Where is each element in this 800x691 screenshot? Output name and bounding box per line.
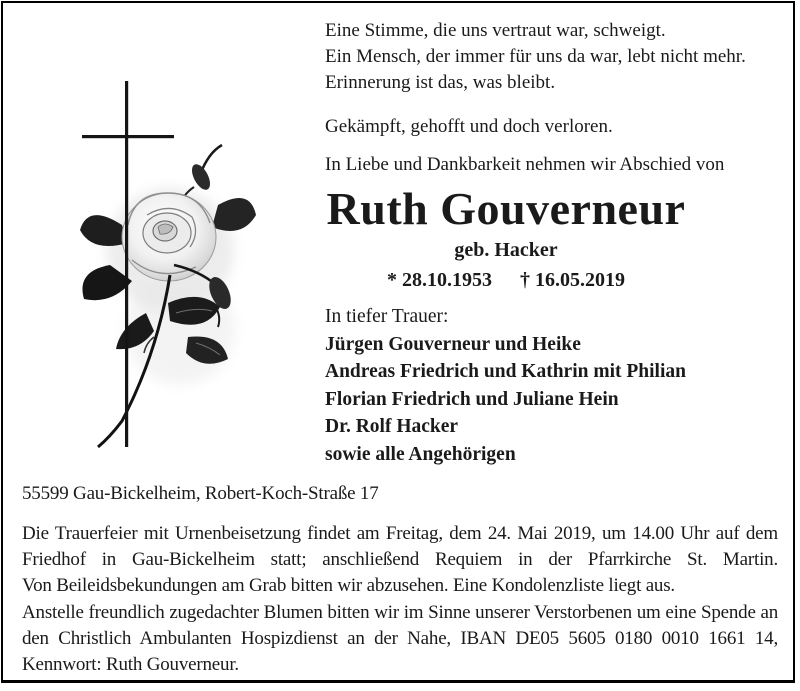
mourner-name: Jürgen Gouverneur und Heike bbox=[325, 333, 581, 355]
mourner-name: Florian Friedrich und Juliane Hein bbox=[325, 388, 619, 410]
condolence-paragraph: Von Beileidsbekundungen am Grab bitten wir abzusehen. Eine Kondolenzliste liegt aus. bbox=[22, 575, 675, 597]
mourner-name: Dr. Rolf Hacker bbox=[325, 416, 459, 437]
obituary-notice bbox=[1, 1, 795, 683]
funeral-paragraph: Die Trauerfeier mit Urnenbeisetzung findet am Freitag, dem 24. Mai 2019, um 14.00 Uhr auf dem Friedhof in Gau-Bickelheim statt; anschließend Requiem in der Pfarrkirche St. Martin. bbox=[22, 523, 778, 571]
motto-line: Gekämpft, gehofft und doch verloren. bbox=[325, 116, 613, 137]
birth-date: * 28.10.1953 bbox=[387, 269, 492, 291]
mourner-name: sowie alle Angehörigen bbox=[325, 443, 516, 465]
address-line: 55599 Gau-Bickelheim, Robert-Koch-Straße 17 bbox=[22, 483, 379, 504]
epitaph-line: Ein Mensch, der immer für uns da war, lebt nicht mehr. bbox=[325, 46, 746, 67]
donation-paragraph: Anstelle freundlich zugedachter Blumen bitten wir im Sinne unserer Verstorbenen um eine Spende an den Christlich Ambulanten Hospizdienst an der Nahe, IBAN DE05 5605 0180 0010 1661 14, Kennwort: Ruth Gouverneur. bbox=[22, 601, 778, 676]
cross-and-rose-icon bbox=[50, 75, 270, 475]
deceased-name: Ruth Gouverneur bbox=[326, 183, 686, 234]
rose-icon bbox=[80, 145, 256, 447]
mourning-block bbox=[325, 303, 686, 468]
epitaph-line: Erinnerung ist das, was bleibt. bbox=[325, 72, 556, 93]
funeral-info-block bbox=[22, 521, 778, 678]
life-dates bbox=[321, 269, 691, 291]
death-date: † 16.05.2019 bbox=[520, 269, 625, 291]
mourner-name: Andreas Friedrich und Kathrin mit Philian bbox=[325, 361, 686, 382]
epitaph-quote bbox=[325, 18, 746, 96]
deceased-name-block bbox=[321, 183, 691, 291]
intro-line: In Liebe und Dankbarkeit nehmen wir Abschied von bbox=[325, 154, 725, 175]
epitaph-line: Eine Stimme, die uns vertraut war, schweigt. bbox=[325, 20, 666, 41]
mourning-header: In tiefer Trauer: bbox=[325, 306, 449, 327]
maiden-name: geb. Hacker bbox=[454, 239, 558, 261]
